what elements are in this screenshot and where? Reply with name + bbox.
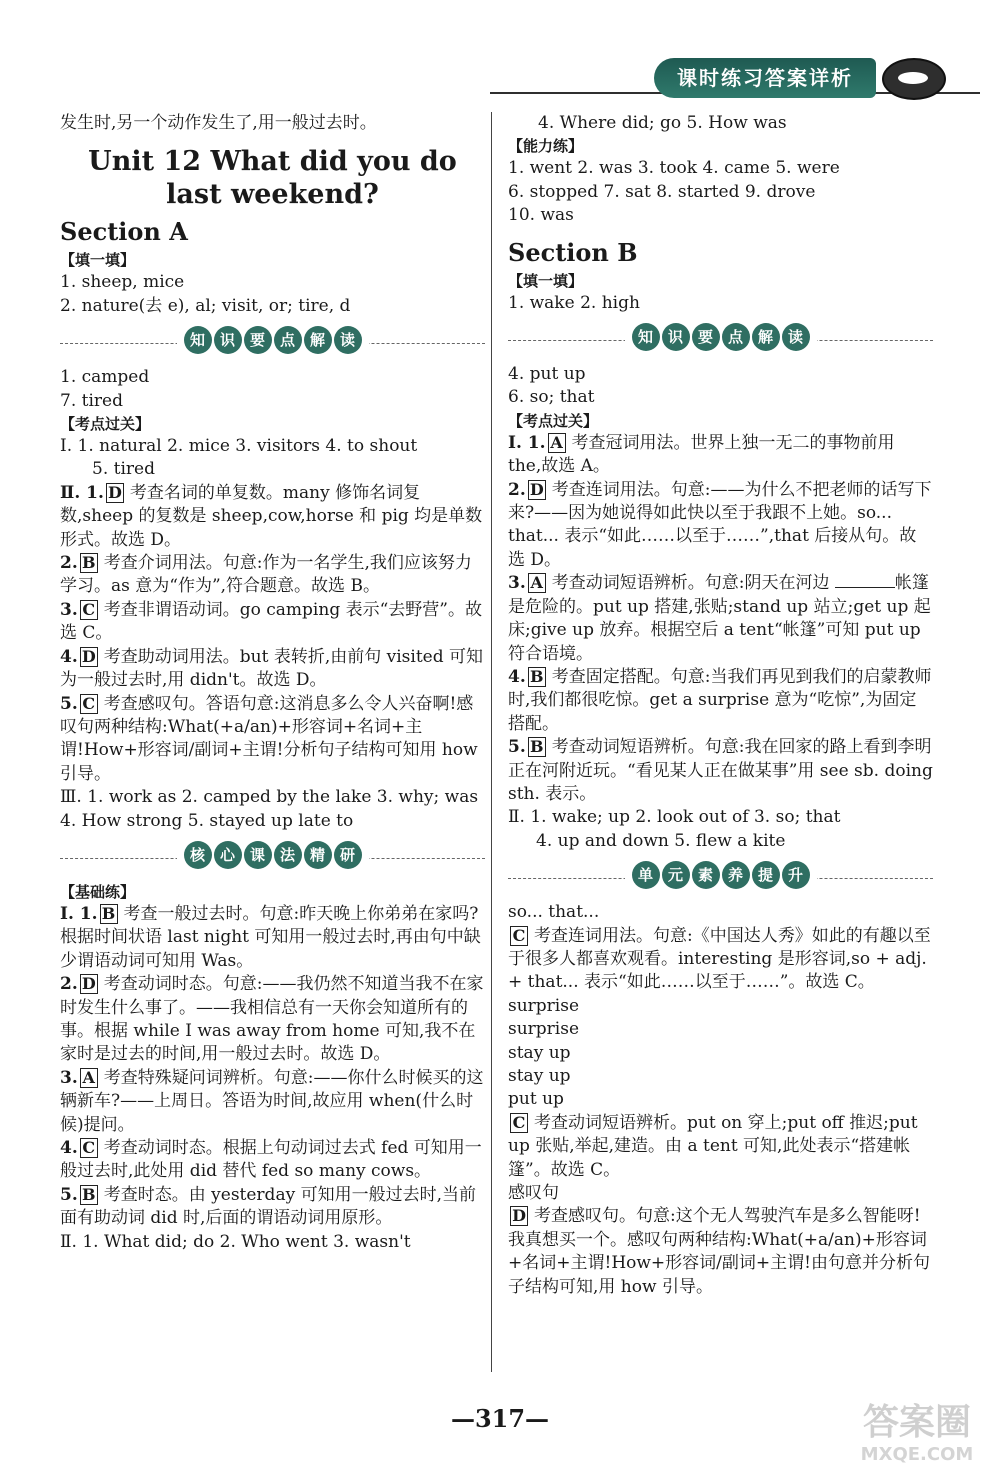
text-span: 考查感叹句。句意:这个无人驾驶汽车是多么智能呀!我真想买一个。感叹句两种结构:What(+a/an)+形容词+名词+主谓!How+形容词/副词+主谓!由句意并分析句子结构可知,用 how 引导。 <box>508 1206 930 1297</box>
exam-ii-4 <box>60 646 485 693</box>
answer-choice-box: C <box>80 600 98 620</box>
answer-choice-box: D <box>528 480 546 500</box>
text-span: 5. <box>508 737 526 758</box>
tag-ability: 【能力练】 <box>508 137 584 156</box>
tag-fill-b: 【填一填】 <box>508 271 584 290</box>
text-span: 考查动词短语辨析。句意:阴天在河边 <box>551 573 830 594</box>
unit-3-1: surprise <box>508 995 580 1016</box>
banner-char: 养 <box>722 861 750 889</box>
banner-char: 读 <box>334 326 362 354</box>
unit-3-3: stay up <box>508 1042 571 1063</box>
text-span: 考查非谓语动词。go camping 表示“去野营”。故选 C。 <box>60 599 482 644</box>
banner-char: 知 <box>184 326 212 354</box>
unit-2 <box>508 925 933 995</box>
fill-2: 2. nature(去 e), al; visit, or; tire, d <box>60 295 351 316</box>
right-r0: 4. Where did; go 5. How was <box>538 113 787 133</box>
ability-1: 1. went 2. was 3. took 4. came 5. were <box>508 158 840 179</box>
text-span: 考查特殊疑问词辨析。句意:——你什么时候买的这辆新车?——上周日。答语为时间,故应用 when(什么时候)提问。 <box>60 1067 484 1135</box>
text-span: 4. <box>60 1138 78 1158</box>
fill-1: 1. sheep, mice <box>60 272 185 293</box>
text-span: 3. <box>508 573 526 594</box>
left-column <box>60 112 485 1254</box>
text-span: 5. <box>60 1184 78 1205</box>
basic-ii: Ⅱ. 1. What did; do 2. Who went 3. wasn't <box>60 1231 411 1252</box>
text-span: Ⅰ. 1. <box>60 903 98 924</box>
section-a-heading: Section A <box>60 217 188 247</box>
header-banner: 课时练习答案详析 <box>654 58 876 98</box>
answer-choice-box: C <box>80 694 98 714</box>
answer-choice-box: D <box>106 483 124 503</box>
text-span: Ⅱ. 1. <box>60 482 104 503</box>
page-number: —317— <box>450 1404 550 1433</box>
answer-choice-box: A <box>528 573 546 593</box>
exam-ii-5 <box>60 693 485 787</box>
banner-char: 单 <box>632 861 660 889</box>
banner-char: 提 <box>752 861 780 889</box>
banner-char: 精 <box>304 841 332 869</box>
answer-choice-box: D <box>80 647 98 667</box>
answer-choice-box: A <box>80 1068 98 1088</box>
banner-char: 元 <box>662 861 690 889</box>
text-span: 考查冠词用法。世界上独一无二的事物前用 the,故选 A。 <box>508 432 895 477</box>
banner-char: 研 <box>334 841 362 869</box>
answer-choice-box: B <box>100 904 118 924</box>
banner-char: 识 <box>662 323 690 351</box>
banner-char: 要 <box>244 326 272 354</box>
column-divider <box>491 112 492 1372</box>
exam-b-ii-1: Ⅱ. 1. wake; up 2. look out of 3. so; that <box>508 807 841 828</box>
banner-knowledge <box>60 326 485 360</box>
right-column <box>508 112 933 1299</box>
unit-title: Unit 12 What did you do last weekend? <box>88 146 457 211</box>
banner-char: 知 <box>632 323 660 351</box>
basic-3 <box>60 1067 485 1137</box>
banner-char: 升 <box>782 861 810 889</box>
banner-knowledge-b <box>508 323 933 357</box>
banner-char: 点 <box>722 323 750 351</box>
watermark: 答案圈 MXQE.COM <box>860 1402 974 1465</box>
text-span: 2. <box>60 974 78 995</box>
exam-ii-1 <box>60 482 485 552</box>
knowledge-b-2: 6. so; that <box>508 387 595 408</box>
exam-b-4 <box>508 666 933 736</box>
banner-unit <box>508 861 933 895</box>
text-span: 考查一般过去时。句意:昨天晚上你弟弟在家吗?根据时间状语 last night 可知用一般过去时,再由句中缺少谓语动词可知用 Was。 <box>60 903 481 971</box>
answer-choice-box: C <box>510 926 528 946</box>
banner-char: 解 <box>752 323 780 351</box>
text-span: 考查动词时态。根据上句动词过去式 fed 可知用一般过去时,此处用 did 替代 fed so many cows。 <box>60 1138 482 1182</box>
banner-char: 心 <box>214 841 242 869</box>
answer-choice-box: C <box>510 1113 528 1133</box>
knowledge-2: 7. tired <box>60 390 123 411</box>
tag-exam-b: 【考点过关】 <box>508 411 599 430</box>
exam-b-3 <box>508 572 933 666</box>
banner-char: 解 <box>304 326 332 354</box>
text-span: 考查动词时态。句意:——我仍然不知道当我不在家时发生什么事了。——我相信总有一天你会知道所有的事。根据 while I was away from home 可知,我不在家时是过去的时间,用一般过去时。故选 D。 <box>60 974 484 1065</box>
text-span: 考查介词用法。句意:作为一名学生,我们应该努力学习。as 意为“作为”,符合题意。故选 B。 <box>60 553 472 597</box>
exam-i-b: 5. tired <box>92 459 155 480</box>
exam-b-2 <box>508 479 933 573</box>
text-span: 考查连词用法。句意:《中国达人秀》如此的有趣以至于很多人都喜欢观看。interesting 是形容词,so + adj. + that... 表示“如此……以至于……”。故选 C。 <box>508 925 931 993</box>
exam-b-1 <box>508 432 933 479</box>
answer-choice-box: D <box>80 974 98 994</box>
text-span: 考查感叹句。答语句意:这消息多么令人兴奋啊!感叹句两种结构:What(+a/an)+形容词+名词+主谓!How+形容词/副词+主谓!分析句子结构可知用 how 引导。 <box>60 693 478 784</box>
exam-iii: Ⅲ. 1. work as 2. camped by the lake 3. why; was 4. How strong 5. stayed up late to <box>60 787 479 831</box>
ability-3: 10. was <box>508 205 574 226</box>
exam-i: Ⅰ. 1. natural 2. mice 3. visitors 4. to shout <box>60 436 418 457</box>
unit-3-2: surprise <box>508 1019 580 1040</box>
exam-b-5 <box>508 736 933 806</box>
text-span: 考查名词的单复数。many 修饰名词复数,sheep 的复数是 sheep,cow,horse 和 pig 均是单数形式。故选 D。 <box>60 482 483 550</box>
unit-3-5: put up <box>508 1089 564 1110</box>
section-b-heading: Section B <box>508 237 638 267</box>
text-span: 帐篷是危险的。put up 搭建,张贴;stand up 站立;get up 起床;give up 放弃。根据空后 a tent“帐篷”可知 put up 符合语境。 <box>508 573 931 664</box>
answer-choice-box: A <box>548 433 566 453</box>
answer-blank <box>835 587 895 588</box>
text-span: 4. <box>508 666 526 687</box>
unit-3-4: stay up <box>508 1066 571 1086</box>
banner-char: 核 <box>184 841 212 869</box>
answer-choice-box: D <box>510 1206 528 1226</box>
banner-char: 点 <box>274 326 302 354</box>
ability-2: 6. stopped 7. sat 8. started 9. drove <box>508 181 816 202</box>
text-span: Ⅰ. 1. <box>508 432 546 453</box>
knowledge-b-1: 4. put up <box>508 364 586 385</box>
tag-exam: 【考点过关】 <box>60 415 151 434</box>
exam-ii-2 <box>60 552 485 599</box>
banner-char: 识 <box>214 326 242 354</box>
unit-6 <box>508 1205 933 1299</box>
basic-2 <box>60 973 485 1067</box>
answer-choice-box: B <box>528 667 546 687</box>
banner-char: 要 <box>692 323 720 351</box>
text-span: 3. <box>60 1067 78 1088</box>
unit-5: 感叹句 <box>508 1183 559 1204</box>
banner-core <box>60 841 485 875</box>
unit-1: so... that... <box>508 902 600 923</box>
fill-b-1: 1. wake 2. high <box>508 292 640 313</box>
tag-fill: 【填一填】 <box>60 251 136 270</box>
banner-char: 素 <box>692 861 720 889</box>
banner-char: 法 <box>274 841 302 869</box>
text-span: 考查助动词用法。but 表转折,由前句 visited 可知为一般过去时,用 didn't。故选 D。 <box>60 646 484 691</box>
tag-basic: 【基础练】 <box>60 882 136 901</box>
text-span: 2. <box>508 479 526 500</box>
banner-char: 读 <box>782 323 810 351</box>
text-span: 3. <box>60 599 78 620</box>
text-span: 5. <box>60 693 78 714</box>
basic-5 <box>60 1184 485 1231</box>
banner-char: 课 <box>244 841 272 869</box>
answer-choice-box: C <box>80 1138 98 1158</box>
text-span: 考查时态。由 yesterday 可知用一般过去时,当前面有助动词 did 时,后面的谓语动词用原形。 <box>60 1184 476 1229</box>
text-span: 考查动词短语辨析。句意:我在回家的路上看到李明正在河附近玩。“看见某人正在做某事”用 see sb. doing sth. 表示。 <box>508 737 933 804</box>
exam-ii-3 <box>60 599 485 646</box>
text-span: 2. <box>60 553 78 574</box>
basic-4 <box>60 1137 485 1184</box>
answer-choice-box: B <box>80 553 98 573</box>
answer-choice-box: B <box>528 737 546 757</box>
text-span: 考查动词短语辨析。put on 穿上;put off 推迟;put up 张贴,举起,建造。由 a tent 可知,此处表示“搭建帐篷”。故选 C。 <box>508 1112 918 1180</box>
unit-4 <box>508 1112 933 1182</box>
text-span: 考查固定搭配。句意:当我们再见到我们的启蒙教师时,我们都很吃惊。get a surprise 意为“吃惊”,为固定搭配。 <box>508 666 932 734</box>
basic-1 <box>60 903 485 973</box>
intro-line: 发生时,另一个动作发生了,用一般过去时。 <box>60 113 377 133</box>
text-span: 4. <box>60 646 78 667</box>
publisher-logo-icon <box>882 58 946 100</box>
answer-choice-box: B <box>80 1185 98 1205</box>
exam-b-ii-2: 4. up and down 5. flew a kite <box>536 830 786 851</box>
text-span: 考查连词用法。句意:——为什么不把老师的话写下来?——因为她说得如此快以至于我跟不上她。so... that... 表示“如此……以至于……”,that 后接从句。故选 D。 <box>508 479 932 570</box>
knowledge-1: 1. camped <box>60 367 150 388</box>
